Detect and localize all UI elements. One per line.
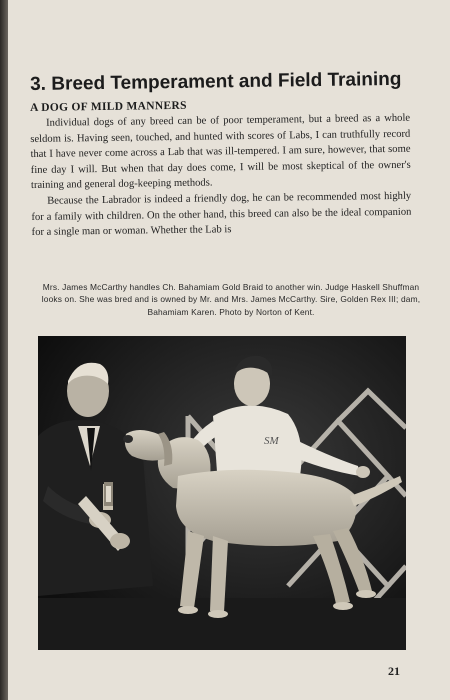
- book-gutter-shadow: [0, 0, 8, 700]
- photo-caption: Mrs. James McCarthy handles Ch. Bahamiam Gold Braid to another win. Judge Haskell Shuffman looks on. She was bred and is owned by Mr. and Mrs. James McCarthy. Sire, Golden Rex III; dam, Bahamiam Karen. Photo by Norton of Kent.: [41, 282, 421, 317]
- photo-illustration: [38, 336, 406, 650]
- body-text: [30, 111, 412, 241]
- chapter-title: 3. Breed Temperament and Field Training: [30, 68, 402, 95]
- paragraph-2: Because the Labrador is indeed a friendly dog, he can be recommended most highly for a family with children. On the other hand, this breed can also be the ideal companion for a single man or woman. Whether the Lab is: [31, 190, 412, 239]
- section-heading: A DOG OF MILD MANNERS: [30, 99, 187, 114]
- page-number: 21: [388, 664, 400, 678]
- shirt-monogram: SM: [264, 435, 279, 447]
- dog-show-photo: [38, 336, 406, 650]
- paragraph-1: Individual dogs of any breed can be of poor temperament, but a breed as a whole seldom is. Having seen, touched, and hunted with scores of Labs, I can truthfully record that I have never come across a Lab that was ill-tempered. I am sure, however, that some fine day I will. But when that day does come, I will be most skeptical of the owner's training and general dog-keeping methods.: [30, 112, 411, 192]
- book-page: [8, 0, 450, 700]
- show-ribbon: [104, 482, 113, 506]
